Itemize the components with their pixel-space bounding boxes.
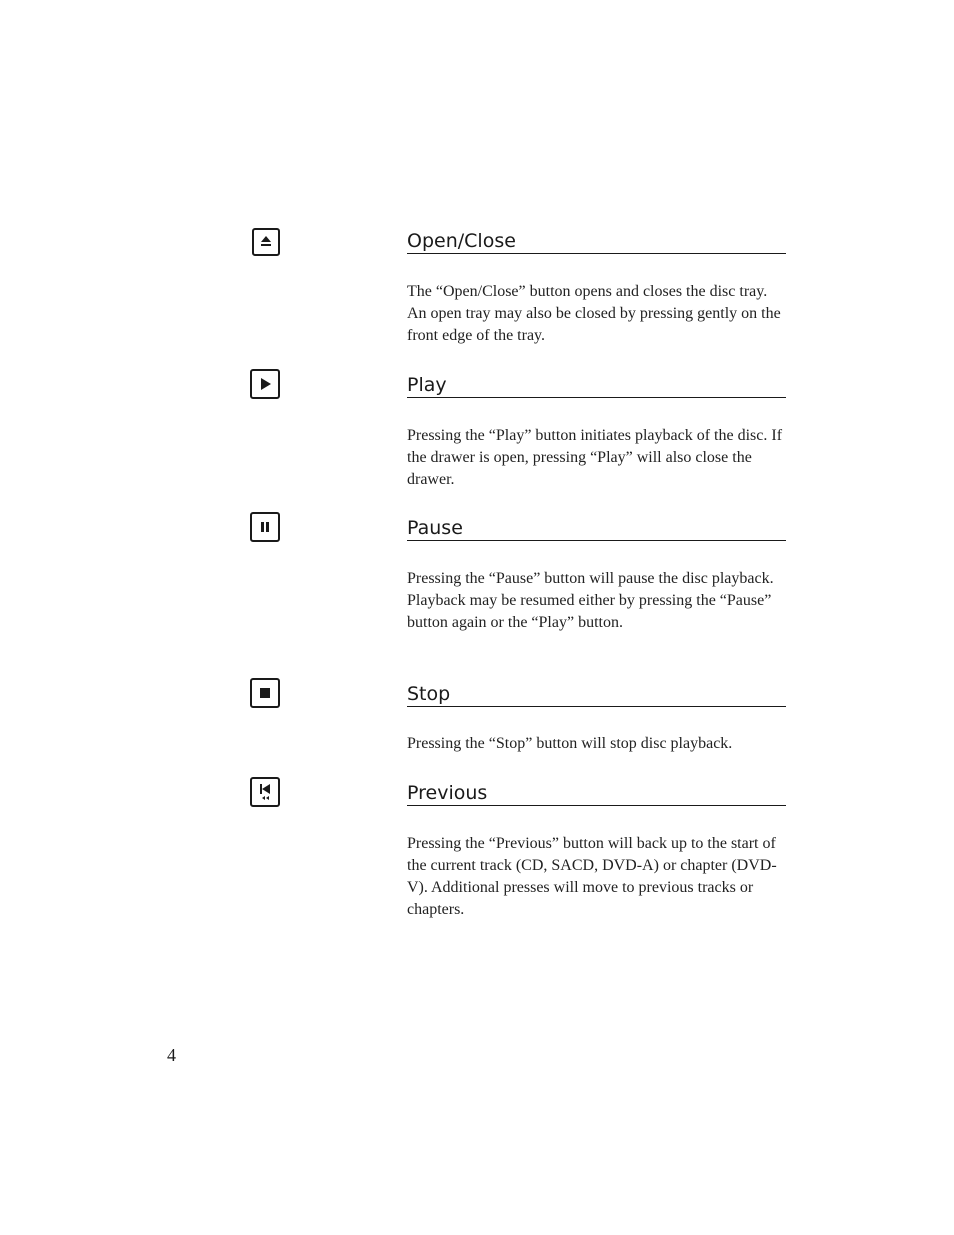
- section-heading: Play: [407, 374, 786, 398]
- section-body: Pressing the “Play” button initiates playback of the disc. If the drawer is open, pressing “Play” will also close the drawer.: [407, 427, 783, 488]
- section-heading: Open/Close: [407, 230, 786, 254]
- previous-icon: [250, 777, 280, 807]
- section-body: Pressing the “Pause” button will pause the disc playback. Playback may be resumed either by pressing the “Pause” button again or the “Play” button.: [407, 570, 774, 631]
- section-body: Pressing the “Stop” button will stop disc playback.: [407, 735, 733, 752]
- section-body: The “Open/Close” button opens and closes the disc tray. An open tray may also be closed by pressing gently on the front edge of the tray.: [407, 283, 781, 344]
- section-heading: Previous: [407, 782, 786, 806]
- section-body: Pressing the “Previous” button will back up to the start of the current track (CD, SACD, DVD-A) or chapter (DVD-V). Additional presses will move to previous tracks or chapters.: [407, 835, 777, 918]
- play-icon: [250, 369, 280, 399]
- section-heading: Stop: [407, 683, 786, 707]
- stop-icon: [250, 678, 280, 708]
- eject-icon: [252, 228, 280, 256]
- pause-icon: [250, 512, 280, 542]
- page-number: 4: [167, 1045, 176, 1065]
- section-heading: Pause: [407, 517, 786, 541]
